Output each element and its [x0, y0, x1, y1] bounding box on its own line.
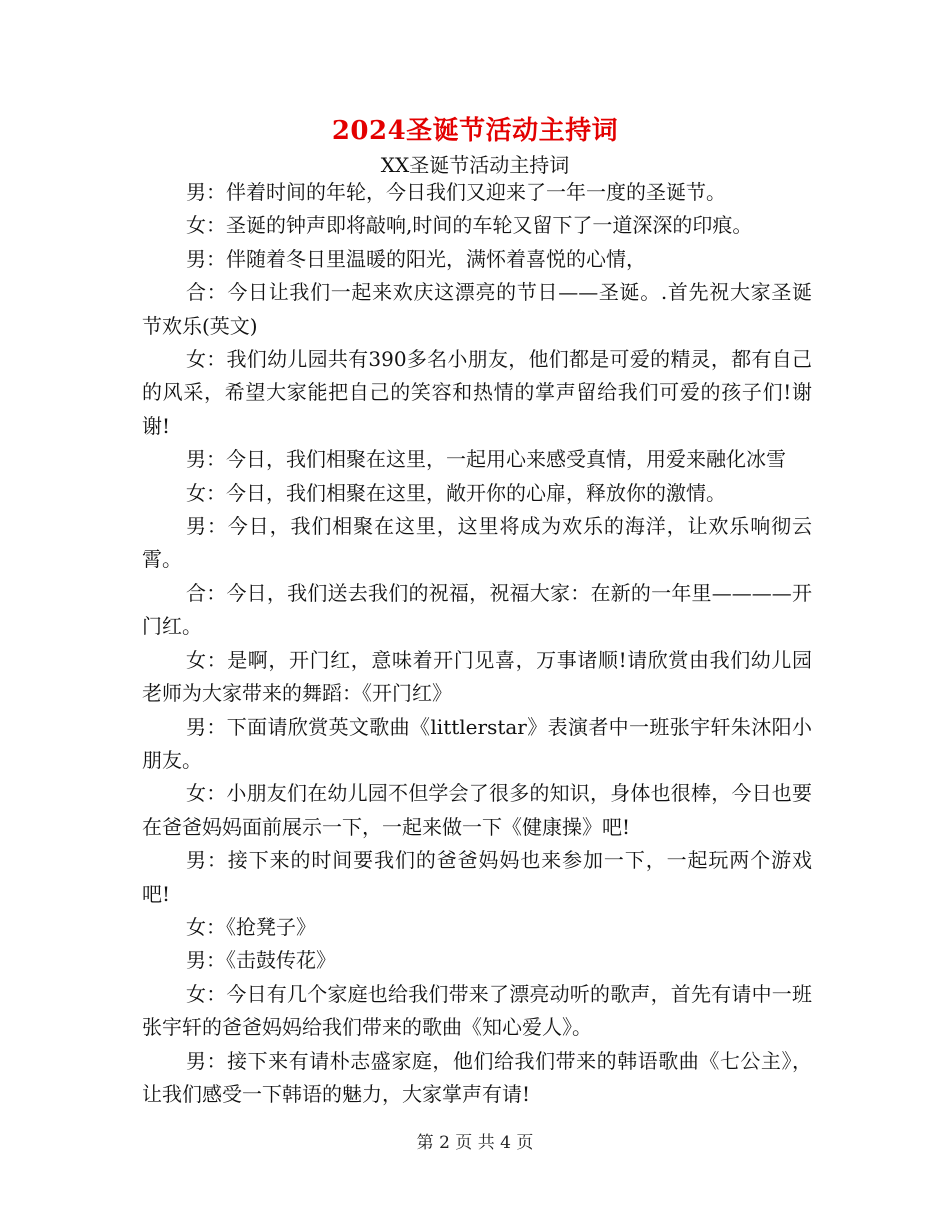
paragraph: 女：我们幼儿园共有390多名小朋友，他们都是可爱的精灵，都有自己的风采，希望大家能把自己的笑容和热情的掌声留给我们可爱的孩子们!谢谢!: [142, 347, 812, 438]
paragraph: 男：今日，我们相聚在这里，一起用心来感受真情，用爱来融化冰雪: [186, 447, 786, 472]
paragraph: 合：今日让我们一起来欢庆这漂亮的节日——圣诞。.首先祝大家圣诞节欢乐(英文): [142, 280, 812, 338]
document-subtitle: XX圣诞节活动主持词: [380, 153, 570, 177]
paragraph: 女：圣诞的钟声即将敲响,时间的车轮又留下了一道深深的印痕。: [186, 213, 753, 238]
paragraph: 男：今日，我们相聚在这里，这里将成为欢乐的海洋，让欢乐响彻云霄。: [142, 514, 812, 572]
page-number-footer: 第 2 页 共 4 页: [416, 1133, 534, 1153]
paragraph: 男：《击鼓传花》: [186, 948, 336, 973]
paragraph: 男：伴随着冬日里温暖的阳光，满怀着喜悦的心情，: [186, 246, 646, 271]
paragraph: 合：今日，我们送去我们的祝福，祝福大家：在新的一年里————开门红。: [142, 580, 812, 639]
paragraph: 男：接下来有请朴志盛家庭，他们给我们带来的韩语歌曲《七公主》，让我们感受一下韩语的魅力，大家掌声有请!: [142, 1048, 812, 1106]
paragraph: 女：小朋友们在幼儿园不但学会了很多的知识，身体也很棒，今日也要在爸爸妈妈面前展示一下，一起来做一下《健康操》吧!: [142, 781, 812, 839]
document-body: [142, 176, 812, 1111]
paragraph: 男：下面请欣赏英文歌曲《littlerstar》表演者中一班张宇轩朱沐阳小朋友。: [142, 714, 812, 772]
paragraph: 女：今日，我们相聚在这里，敞开你的心扉，释放你的激情。: [186, 480, 726, 505]
paragraph: 女：《抢凳子》: [186, 914, 316, 939]
paragraph: 女：今日有几个家庭也给我们带来了漂亮动听的歌声，首先有请中一班张宇轩的爸爸妈妈给我们带来的歌曲《知心爱人》。: [142, 981, 812, 1040]
paragraph: 女：是啊，开门红，意味着开门见喜，万事诸顺!请欣赏由我们幼儿园老师为大家带来的舞蹈：《开门红》: [142, 647, 812, 706]
document-title: 2024圣诞节活动主持词: [331, 116, 619, 146]
paragraph: 男：伴着时间的年轮，今日我们又迎来了一年一度的圣诞节。: [186, 180, 726, 204]
paragraph: 男：接下来的时间要我们的爸爸妈妈也来参加一下，一起玩两个游戏吧!: [142, 848, 812, 906]
